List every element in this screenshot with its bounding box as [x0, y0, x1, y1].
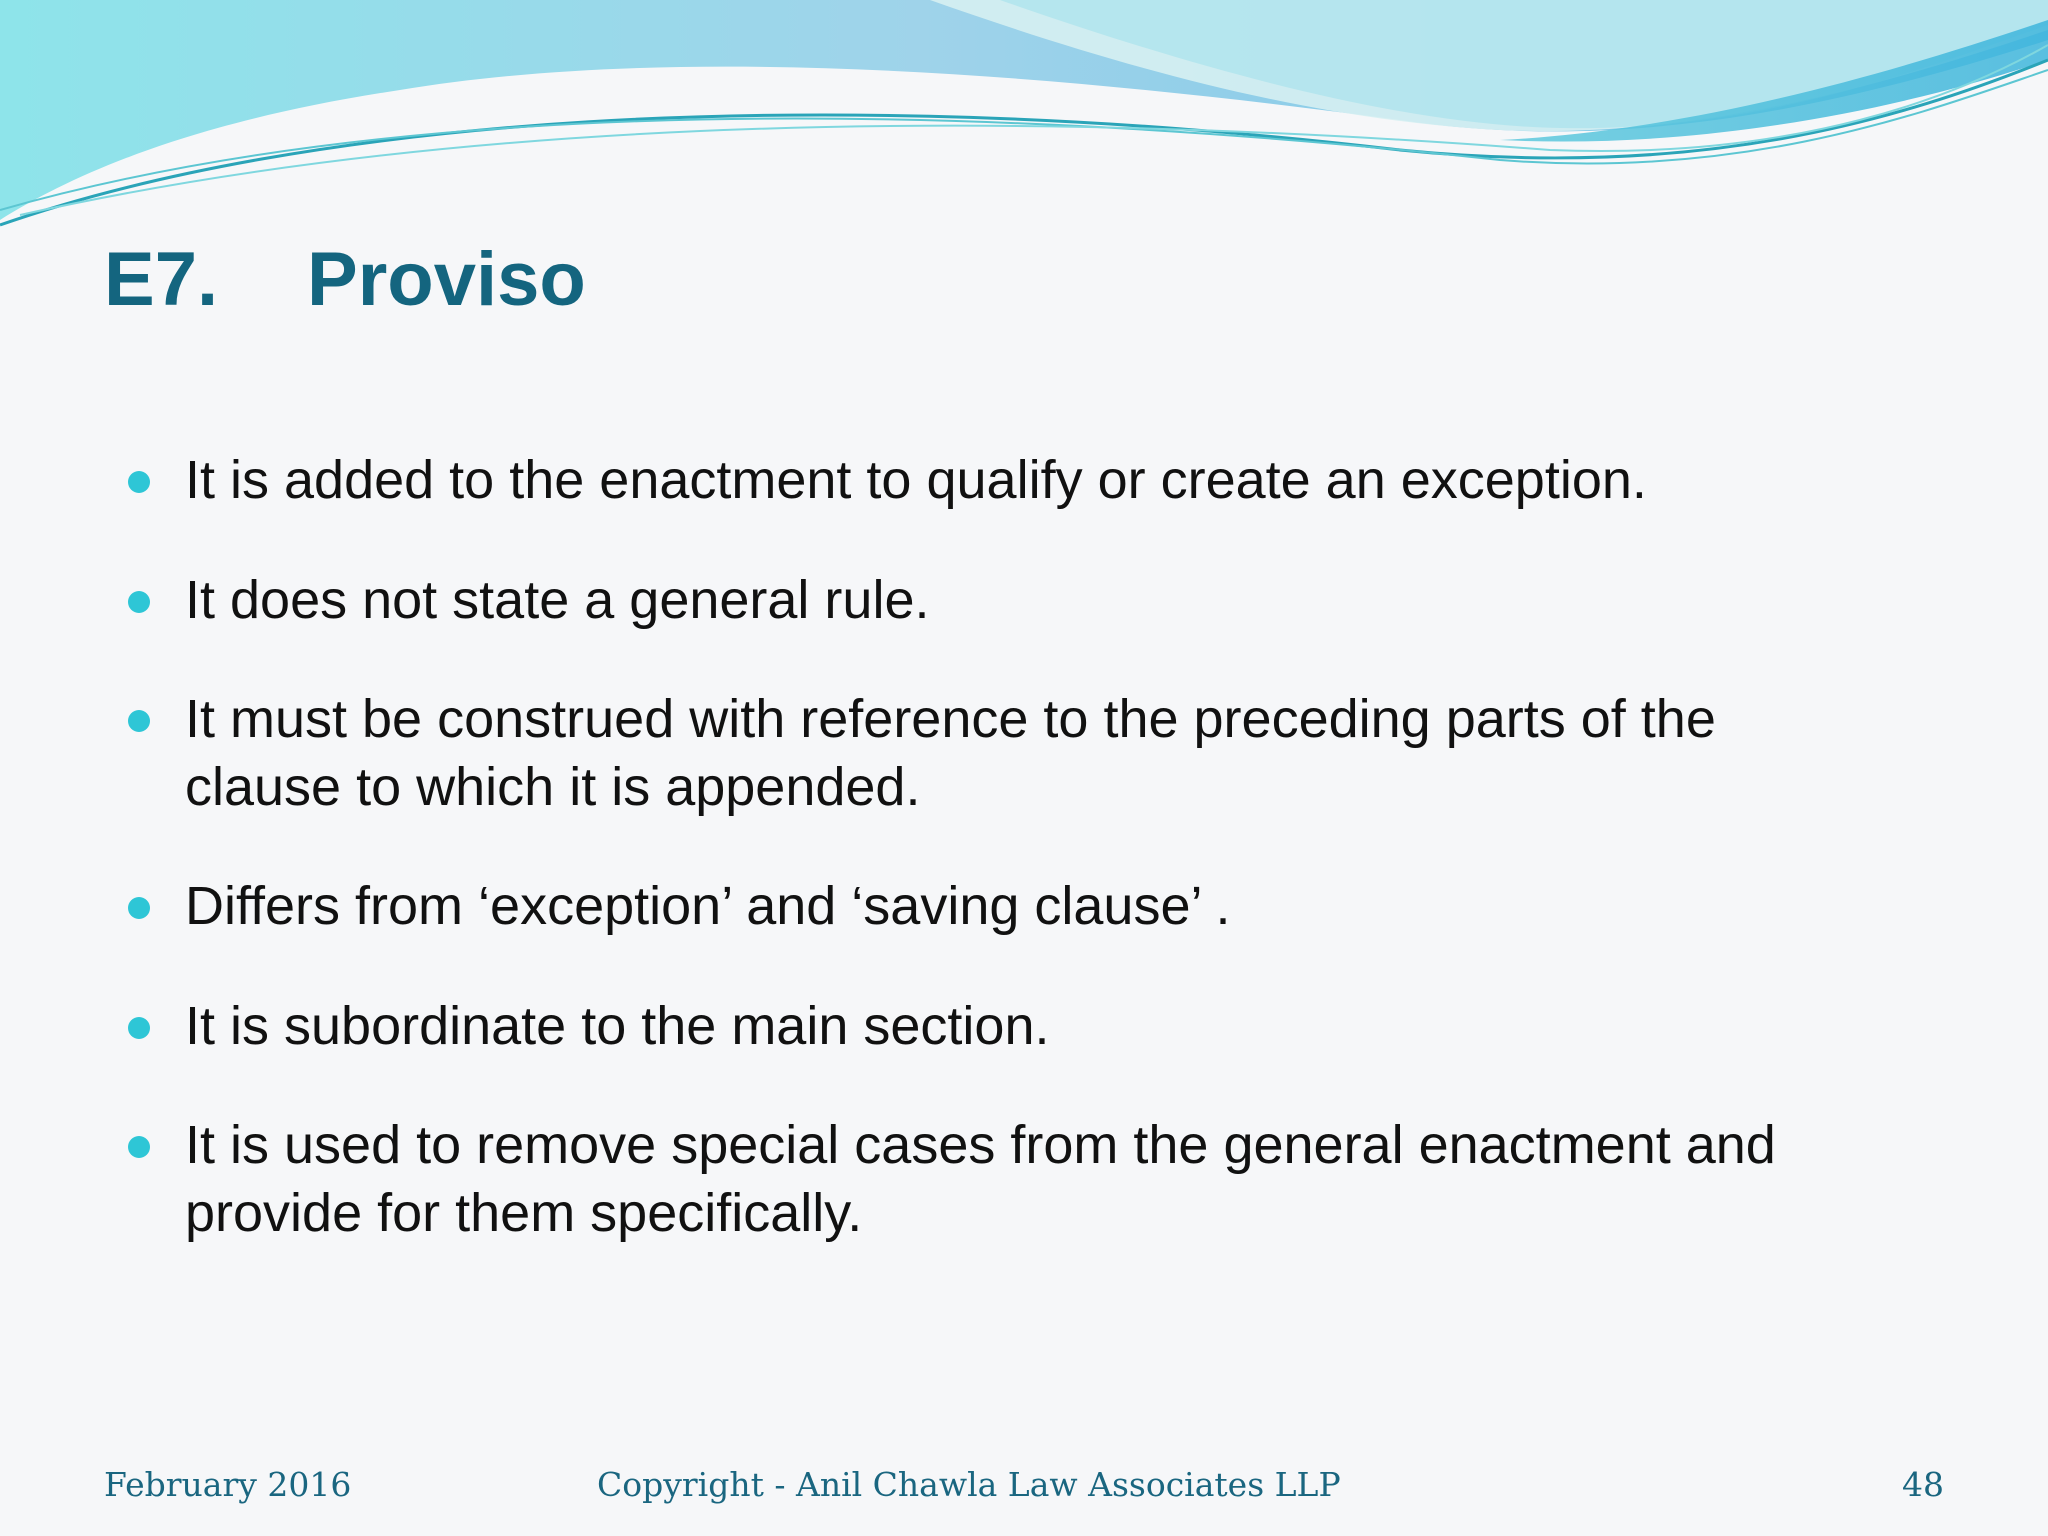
bullet-dot-icon: [128, 1017, 150, 1039]
footer-date: February 2016: [104, 1465, 352, 1504]
bullet-dot-icon: [128, 591, 150, 613]
bullet-dot-icon: [128, 1136, 150, 1158]
footer-page-number: 48: [1902, 1465, 1944, 1504]
bullet-dot-icon: [128, 897, 150, 919]
bullet-text: It is subordinate to the main section.: [185, 996, 1050, 1056]
footer-copyright: Copyright - Anil Chawla Law Associates LLP: [597, 1465, 1341, 1504]
bullet-text: It is used to remove special cases from the general enactment and provide for them specifically.: [185, 1115, 1776, 1243]
slide-title: [104, 230, 586, 330]
title-text: Proviso: [307, 237, 586, 322]
decorative-wave-header: [0, 0, 2048, 240]
bullet-text: It must be construed with reference to the preceding parts of the clause to which it is appended.: [185, 689, 1716, 817]
bullet-text: It does not state a general rule.: [185, 570, 930, 630]
title-number: E7.: [104, 237, 219, 322]
bullet-text: It is added to the enactment to qualify or create an exception.: [185, 450, 1647, 510]
bullet-dot-icon: [128, 471, 150, 493]
bullet-text: Differs from ‘exception’ and ‘saving clause’ .: [185, 876, 1231, 936]
bullet-dot-icon: [128, 710, 150, 732]
